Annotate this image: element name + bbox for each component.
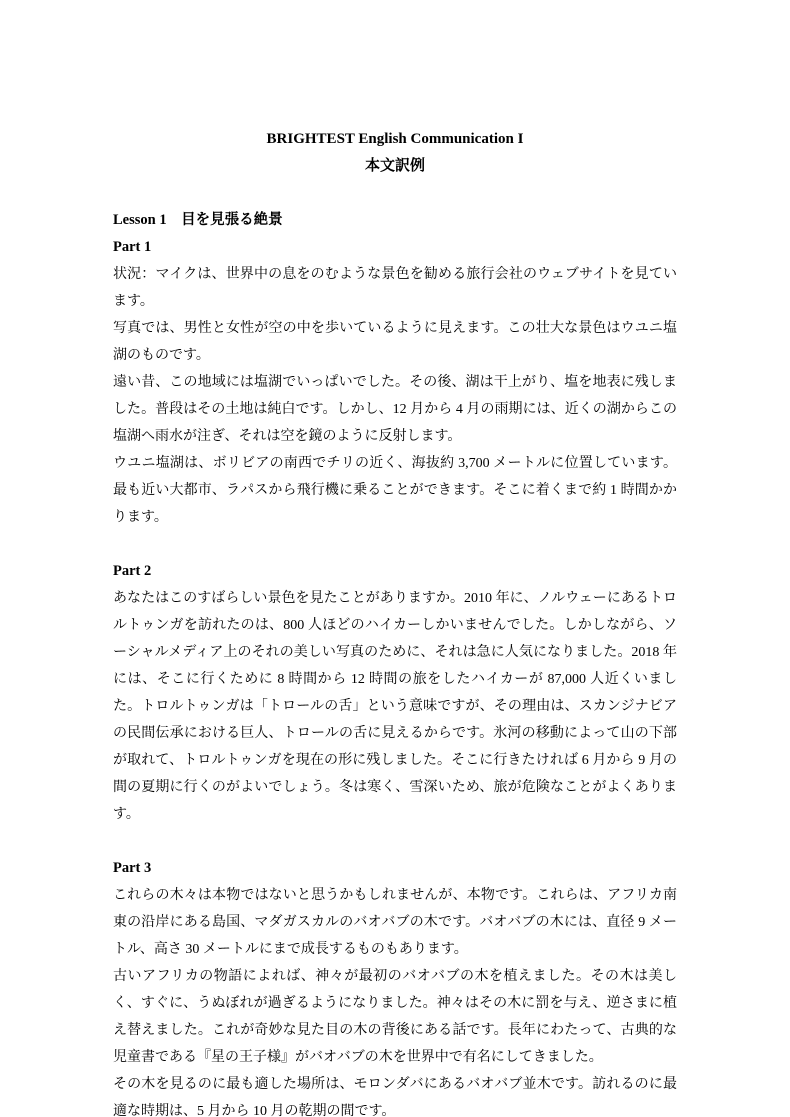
- part-3-paragraph-1: これらの木々は本物ではないと思うかもしれませんが、本物です。これらは、アフリカ南東の沿岸にある島国、マダガスカルのバオバブの木です。バオバブの木には、直径 9 メートル、高さ 30 メートルにまで成長するものもあります。: [113, 888, 677, 957]
- part-section-3: [113, 855, 677, 1117]
- part-1-paragraph-4: ウユニ塩湖は、ボリビアの南西でチリの近く、海抜約 3,700 メートルに位置しています。最も近い大都市、ラパスから飛行機に乗ることができます。そこに着くまで約 1 時間かかります。: [113, 456, 677, 525]
- part-section-1: [113, 234, 677, 531]
- part-3-heading: Part 3: [113, 860, 152, 876]
- lesson-number: Lesson 1: [113, 212, 167, 228]
- document-title: BRIGHTEST English Communication I: [266, 131, 524, 147]
- title-block: [113, 126, 677, 180]
- part-3-paragraph-3: その木を見るのに最も適した場所は、モロンダバにあるバオバブ並木です。訪れるのに最適な時期は、5 月から 10 月の乾期の間です。: [113, 1077, 677, 1117]
- part-1-paragraph-3: 遠い昔、この地域には塩湖でいっぱいでした。その後、湖は干上がり、塩を地表に残しました。普段はその土地は純白です。しかし、12 月から 4 月の雨期には、近くの湖からこの塩湖へ雨水が注ぎ、それは空を鏡のように反射します。: [113, 375, 677, 444]
- part-3-paragraph-2: 古いアフリカの物語によれば、神々が最初のバオバブの木を植えました。その木は美しく、すぐに、うぬぼれが過ぎるようになりました。神々はその木に罰を与え、逆さまに植え替えました。これが奇妙な見た目の木の背後にある話です。長年にわたって、古典的な児童書である『星の王子様』がバオバブの木を世界中で有名にしてきました。: [113, 969, 677, 1065]
- part-1-paragraph-1: 状況：マイクは、世界中の息をのむような景色を勧める旅行会社のウェブサイトを見ています。: [113, 267, 677, 309]
- lesson-title: 目を見張る絶景: [181, 212, 283, 228]
- part-2-heading: Part 2: [113, 563, 152, 579]
- part-section-2: [113, 558, 677, 828]
- part-2-paragraph-1: あなたはこのすばらしい景色を見たことがありますか。2010 年に、ノルウェーにあるトロルトゥンガを訪れたのは、800 人ほどのハイカーしかいませんでした。しかしながら、ソーシャルメディア上のそれの美しい写真のために、それは急に人気になりました。2018 年には、そこに行くために 8 時間から 12 時間の旅をしたハイカーが 87,000 人近くいました。トロルトゥンガは「トロールの舌」という意味ですが、その理由は、スカンジナビアの民間伝承における巨人、トロールの舌に見えるからです。氷河の移動によって山の下部が取れて、トロルトゥンガを現在の形に残しました。そこに行きたければ 6 月から 9 月の間の夏期に行くのがよいでしょう。冬は寒く、雪深いため、旅が危険なことがよくあります。: [113, 591, 677, 822]
- lesson-heading: [113, 207, 677, 234]
- document-subtitle: 本文訳例: [364, 158, 425, 174]
- part-1-heading: Part 1: [113, 239, 152, 255]
- part-1-paragraph-2: 写真では、男性と女性が空の中を歩いているように見えます。この壮大な景色はウユニ塩湖のものです。: [113, 321, 677, 363]
